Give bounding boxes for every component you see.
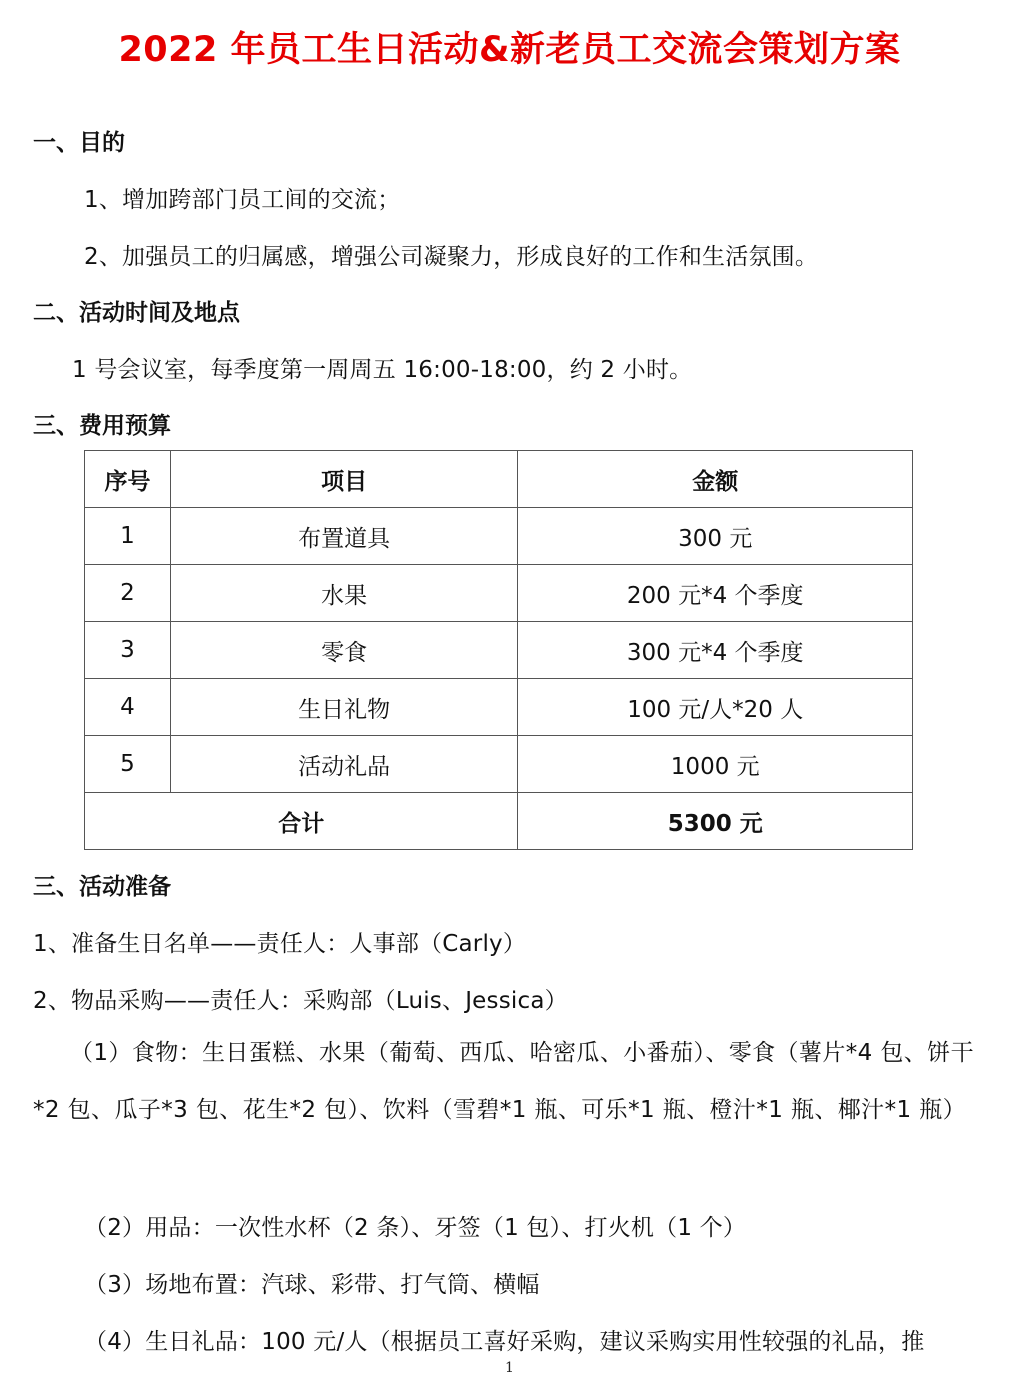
cell-no: 3 <box>85 622 171 679</box>
cell-no: 1 <box>85 508 171 565</box>
cell-no: 5 <box>85 736 171 793</box>
budget-header-row <box>85 451 913 508</box>
cell-amount: 100 元/人*20 人 <box>518 679 913 736</box>
cell-no: 4 <box>85 679 171 736</box>
cell-no: 2 <box>85 565 171 622</box>
cell-item: 布置道具 <box>170 508 518 565</box>
document-title: 2022 年员工生日活动&新老员工交流会策划方案 <box>118 30 901 70</box>
cell-amount: 300 元 <box>518 508 913 565</box>
total-label: 合计 <box>85 793 518 850</box>
cell-item: 水果 <box>170 565 518 622</box>
table-row <box>85 508 913 565</box>
section-heading-time-place: 二、活动时间及地点 <box>33 300 240 326</box>
table-row <box>85 679 913 736</box>
header-item: 项目 <box>170 451 518 508</box>
time-place-text: 1 号会议室，每季度第一周周五 16:00-18:00，约 2 小时。 <box>72 357 693 383</box>
total-value: 5300 元 <box>518 793 913 850</box>
section-heading-budget: 三、费用预算 <box>33 413 171 439</box>
table-row <box>85 622 913 679</box>
preparation-sub-item-supplies: （2）用品：一次性水杯（2 条）、牙签（1 包）、打火机（1 个） <box>84 1215 747 1241</box>
header-amount: 金额 <box>518 451 913 508</box>
header-no: 序号 <box>85 451 171 508</box>
purpose-item-2: 2、加强员工的归属感，增强公司凝聚力，形成良好的工作和生活氛围。 <box>84 244 819 270</box>
preparation-sub-item-venue: （3）场地布置：汽球、彩带、打气筒、横幅 <box>84 1272 540 1298</box>
total-row <box>85 793 913 850</box>
cell-amount: 1000 元 <box>518 736 913 793</box>
cell-amount: 300 元*4 个季度 <box>518 622 913 679</box>
purpose-item-1: 1、增加跨部门员工间的交流； <box>84 187 401 213</box>
section-heading-preparation: 三、活动准备 <box>33 874 171 900</box>
preparation-item-1: 1、准备生日名单——责任人：人事部（Carly） <box>33 931 527 957</box>
preparation-item-2: 2、物品采购——责任人：采购部（Luis、Jessica） <box>33 988 568 1014</box>
cell-item: 活动礼品 <box>170 736 518 793</box>
cell-amount: 200 元*4 个季度 <box>518 565 913 622</box>
cell-item: 生日礼物 <box>170 679 518 736</box>
table-row <box>85 565 913 622</box>
preparation-sub-item-food: （1）食物：生日蛋糕、水果（葡萄、西瓜、哈密瓜、小番茄）、零食（薯片*4 包、饼干*2 包、瓜子*3 包、花生*2 包）、饮料（雪碧*1 瓶、可乐*1 瓶、橙汁*1 瓶、椰汁*1 瓶） <box>33 1040 974 1123</box>
budget-table <box>84 450 913 850</box>
page-number: 1 <box>505 1360 514 1376</box>
section-heading-purpose: 一、目的 <box>33 130 125 156</box>
preparation-sub-item-gifts: （4）生日礼品：100 元/人（根据员工喜好采购，建议采购实用性较强的礼品，推 <box>84 1329 925 1355</box>
cell-item: 零食 <box>170 622 518 679</box>
table-row <box>85 736 913 793</box>
